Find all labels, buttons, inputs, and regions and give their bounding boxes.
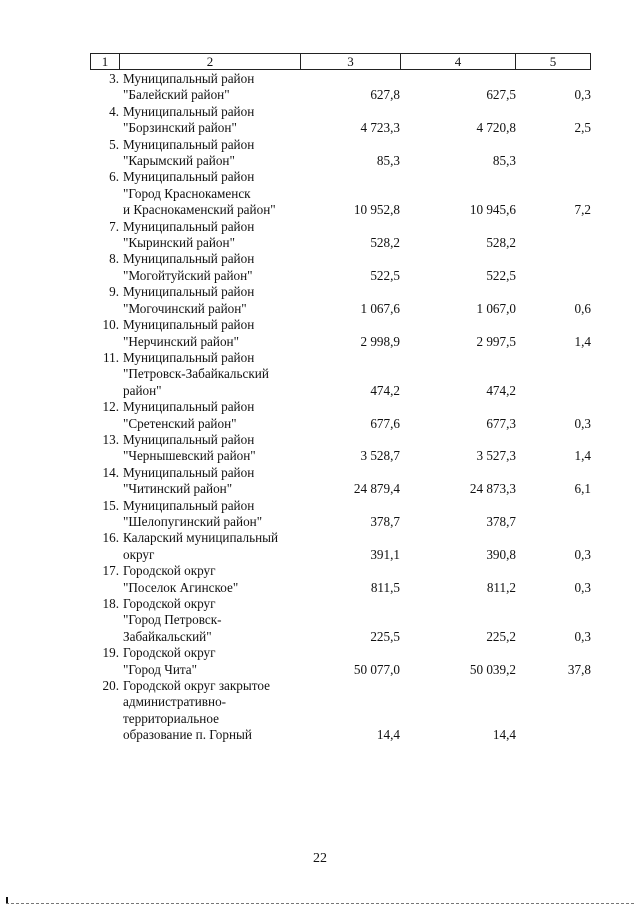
row-name-line: Забайкальский"	[123, 628, 212, 644]
row-value-c3: 4 723,3	[360, 120, 400, 136]
row-value-c3: 50 077,0	[353, 661, 400, 677]
row-value-c5: 37,8	[567, 661, 591, 677]
row-number: 14.	[102, 464, 119, 480]
row-value-c4: 1 067,0	[476, 300, 516, 316]
row-name-line: "Карымский район"	[123, 153, 235, 169]
column-header-1: 1	[91, 54, 120, 70]
row-value-c5: 0,6	[574, 300, 591, 316]
row-name-line: Каларский муниципальный	[123, 530, 279, 546]
row-number: 19.	[102, 645, 119, 661]
table-row	[90, 251, 590, 284]
row-name	[119, 498, 300, 531]
row-name	[119, 317, 300, 350]
table-row	[90, 465, 590, 498]
row-value-c3: 3 528,7	[360, 448, 400, 464]
table-row	[90, 432, 590, 465]
row-name	[119, 71, 300, 104]
row-value-c4: 10 945,6	[469, 202, 516, 218]
row-name	[119, 251, 300, 284]
row-number: 9.	[109, 284, 119, 300]
row-name-line: "Чернышевский район"	[123, 448, 256, 464]
row-value-c4: 390,8	[486, 546, 516, 562]
row-value-c4: 85,3	[492, 153, 516, 169]
row-name-line: и Краснокаменский район"	[123, 202, 276, 218]
column-header-table	[90, 53, 591, 70]
row-number: 7.	[109, 218, 119, 234]
row-value-c3: 10 952,8	[353, 202, 400, 218]
row-name-line: "Город Петровск-	[123, 612, 222, 628]
row-name	[119, 678, 300, 744]
row-value-c4: 2 997,5	[476, 333, 516, 349]
row-value-c4: 24 873,3	[469, 481, 516, 497]
row-value-c3: 2 998,9	[360, 333, 400, 349]
scan-bottom-rule	[6, 903, 634, 904]
row-value-c4: 14,4	[492, 727, 516, 743]
row-number: 6.	[109, 169, 119, 185]
table-row	[90, 498, 590, 531]
row-value-c3: 391,1	[370, 546, 400, 562]
row-name-line: Муниципальный район	[123, 497, 255, 513]
row-number: 11.	[103, 349, 119, 365]
row-value-c4: 811,2	[486, 579, 516, 595]
page-number: 22	[313, 851, 327, 866]
row-value-c4: 677,3	[486, 415, 516, 431]
row-number: 3.	[109, 71, 119, 86]
row-name-line: Муниципальный район	[123, 71, 255, 86]
row-name-line: территориальное	[123, 710, 219, 726]
row-name-line: "Поселок Агинское"	[123, 579, 239, 595]
row-value-c4: 627,5	[486, 87, 516, 103]
row-value-c5: 2,5	[574, 120, 591, 136]
row-name-line: "Город Чита"	[123, 661, 198, 677]
row-value-c5: 1,4	[574, 448, 591, 464]
table-body	[90, 71, 590, 744]
row-name	[119, 530, 300, 563]
row-value-c5: 0,3	[574, 628, 591, 644]
row-number: 4.	[109, 103, 119, 119]
table-row	[90, 399, 590, 432]
table-row	[90, 563, 590, 596]
row-name-line: Городской округ	[123, 596, 216, 611]
column-header-5: 5	[516, 54, 591, 70]
row-name	[119, 137, 300, 170]
table-row	[90, 137, 590, 170]
row-name-line: "Балейский район"	[123, 87, 230, 103]
row-name-line: "Кыринский район"	[123, 235, 235, 251]
row-name	[119, 645, 300, 678]
row-name-line: Муниципальный район	[123, 169, 255, 185]
row-value-c3: 677,6	[370, 415, 400, 431]
row-name-line: Муниципальный район	[123, 317, 255, 333]
table-row	[90, 219, 590, 252]
row-name-line: образование п. Горный	[123, 727, 252, 743]
row-number: 18.	[102, 596, 119, 611]
row-name-line: "Петровск-Забайкальский	[123, 366, 269, 382]
column-header-2: 2	[120, 54, 301, 70]
table-row	[90, 104, 590, 137]
row-value-c5: 0,3	[574, 87, 591, 103]
row-value-c5: 7,2	[574, 202, 591, 218]
row-name	[119, 350, 300, 399]
row-name	[119, 284, 300, 317]
row-name-line: "Могочинский район"	[123, 300, 247, 316]
row-value-c5: 0,3	[574, 546, 591, 562]
table-row	[90, 596, 590, 645]
row-value-c4: 50 039,2	[469, 661, 516, 677]
row-name-line: Муниципальный район	[123, 431, 255, 447]
row-number: 17.	[102, 563, 119, 579]
column-header-4: 4	[401, 54, 516, 70]
row-name	[119, 169, 300, 218]
row-value-c5: 0,3	[574, 579, 591, 595]
row-value-c4: 225,2	[486, 628, 516, 644]
row-value-c3: 14,4	[376, 727, 400, 743]
row-name-line: Городской округ	[123, 563, 216, 579]
row-value-c3: 225,5	[370, 628, 400, 644]
table-row	[90, 169, 590, 218]
row-name	[119, 563, 300, 596]
row-name-line: "Нерчинский район"	[123, 333, 239, 349]
row-name-line: "Сретенский район"	[123, 415, 237, 431]
row-value-c3: 474,2	[370, 382, 400, 398]
row-number: 15.	[102, 497, 119, 513]
row-name-line: "Читинский район"	[123, 481, 233, 497]
row-value-c5: 6,1	[574, 481, 591, 497]
row-name-line: Муниципальный район	[123, 251, 255, 267]
table-row	[90, 71, 590, 104]
row-name	[119, 399, 300, 432]
column-header-row	[91, 54, 591, 70]
row-name-line: "Город Краснокаменск	[123, 185, 251, 201]
row-name	[119, 432, 300, 465]
row-name-line: район"	[123, 382, 162, 398]
row-name	[119, 596, 300, 645]
row-value-c5: 1,4	[574, 333, 591, 349]
row-value-c4: 378,7	[486, 513, 516, 529]
row-name-line: "Борзинский район"	[123, 120, 237, 136]
row-value-c4: 4 720,8	[476, 120, 516, 136]
row-name	[119, 104, 300, 137]
row-number: 16.	[102, 530, 119, 546]
row-value-c3: 528,2	[370, 235, 400, 251]
row-number: 13.	[102, 431, 119, 447]
table-row	[90, 317, 590, 350]
row-name-line: административно-	[123, 694, 227, 710]
row-name-line: Муниципальный район	[123, 136, 255, 152]
row-number: 12.	[102, 399, 119, 415]
table-row	[90, 284, 590, 317]
row-name-line: Муниципальный район	[123, 349, 255, 365]
row-name-line: Муниципальный район	[123, 464, 255, 480]
row-value-c3: 85,3	[376, 153, 400, 169]
row-value-c3: 627,8	[370, 87, 400, 103]
row-number: 8.	[109, 251, 119, 267]
row-number: 5.	[109, 136, 119, 152]
row-value-c3: 24 879,4	[353, 481, 400, 497]
row-value-c4: 528,2	[486, 235, 516, 251]
row-name-line: "Шелопугинский район"	[123, 513, 263, 529]
row-name-line: Городской округ закрытое	[123, 678, 270, 694]
row-number: 10.	[102, 317, 119, 333]
row-name-line: округ	[123, 546, 155, 562]
row-name-line: "Могойтуйский район"	[123, 267, 253, 283]
table-row	[90, 530, 590, 563]
table-row	[90, 350, 590, 399]
row-name	[119, 465, 300, 498]
row-value-c3: 378,7	[370, 513, 400, 529]
table-row	[90, 645, 590, 678]
row-name-line: Муниципальный район	[123, 284, 255, 300]
row-value-c3: 522,5	[370, 267, 400, 283]
row-value-c3: 1 067,6	[360, 300, 400, 316]
row-name-line: Муниципальный район	[123, 103, 255, 119]
row-value-c3: 811,5	[370, 579, 400, 595]
row-name-line: Муниципальный район	[123, 399, 255, 415]
row-name-line: Муниципальный район	[123, 218, 255, 234]
row-number: 20.	[102, 678, 119, 694]
row-value-c5: 0,3	[574, 415, 591, 431]
row-name	[119, 219, 300, 252]
row-value-c4: 522,5	[486, 267, 516, 283]
row-name-line: Городской округ	[123, 645, 216, 661]
row-value-c4: 474,2	[486, 382, 516, 398]
row-value-c4: 3 527,3	[476, 448, 516, 464]
table-row	[90, 678, 590, 744]
column-header-3: 3	[301, 54, 401, 70]
